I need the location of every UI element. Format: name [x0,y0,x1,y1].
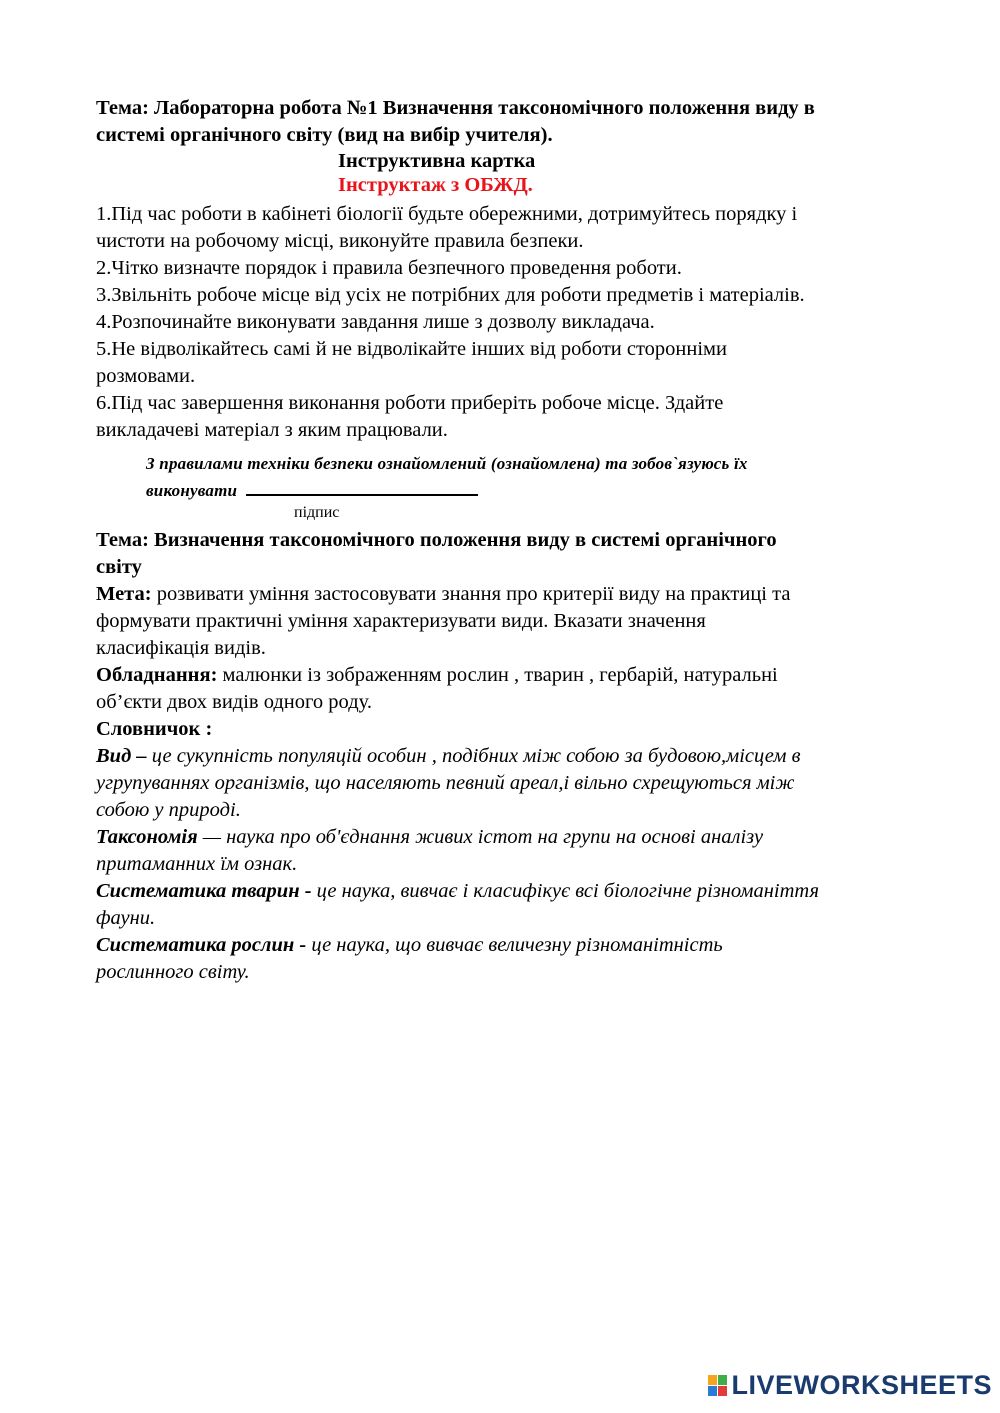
rule-line: чистоти на робочому місці, виконуйте правила безпеки. [96,230,584,252]
rule-line: викладачеві матеріал з яким працювали. [96,419,448,441]
oath-line1: З правилами техніки безпеки ознайомлений (ознайомлена) та зобов`язуюсь їх [146,454,748,473]
safety-oath [146,452,928,503]
card-title: Інструктивна картка [338,150,536,172]
goal-line2: формувати практичні уміння характеризувати види. Вказати значення [96,610,706,632]
lab-title-line1: Тема: Лабораторна робота №1 Визначення таксономічного положення виду в [96,97,815,119]
goal-line3: класифікація видів. [96,637,266,659]
gloss-sysr-term: Систематика рослин - [96,934,307,956]
gloss-tax-term: Таксономія [96,826,198,848]
goal-line1 [96,581,928,608]
equipment-line1 [96,662,928,689]
topic-line2: світу [96,556,142,578]
gloss-vid-line2: угрупуваннях організмів, що населяють певний ареал,і вільно схрещуються між [96,772,795,794]
safety-rules [96,201,928,444]
lesson-section [96,527,928,986]
signature-line[interactable] [246,476,478,496]
gloss-vid-line1 [96,743,928,770]
lab-title-line2: системі органічного світу (вид на вибір учителя). [96,124,553,146]
rule-line: 6.Під час завершення виконання роботи приберіть робоче місце. Здайте [96,392,724,414]
liveworksheets-logo[interactable] [708,1370,992,1401]
equipment-label: Обладнання: [96,664,218,686]
equipment-text: малюнки із зображенням рослин , тварин , гербарій, натуральні [217,664,778,686]
rule-line: 5.Не відволікайтесь самі й не відволікайте інших від роботи сторонніми [96,338,728,360]
goal-text: розвивати уміння застосовувати знання про критерії виду на практиці та [151,583,791,605]
topic-line1 [96,527,928,554]
rule-line: 1.Під час роботи в кабінеті біології будьте обережними, дотримуйтесь порядку і [96,203,798,225]
gloss-vid-term: Вид – [96,745,147,767]
rule-line: розмовами. [96,365,196,387]
glossary-label: Словничок : [96,718,213,740]
gloss-sysz-text: це наука, вивчає і класифікує всі біологічне різноманіття [311,880,819,902]
brand-name: LIVEWORKSHEETS [731,1370,992,1400]
gloss-sysz-line1 [96,878,928,905]
signature-label: підпис [294,504,340,521]
gloss-sysz-line2: фауни. [96,907,156,929]
oath-line2-wrap [146,476,928,503]
gloss-tax-line1 [96,824,928,851]
safety-title: Інструктаж з ОБЖД. [338,174,533,196]
equipment-line2: об’єкти двох видів одного роду. [96,691,372,713]
logo-mark-icon [708,1375,727,1396]
gloss-sysr-text: це наука, що вивчає величезну різноманітність [306,934,723,956]
gloss-tax-text: — наука про об'єднання живих істот на групи на основі аналізу [197,826,764,848]
rule-line: 4.Розпочинайте виконувати завдання лише з дозволу викладача. [96,311,655,333]
goal-label: Мета: [96,583,152,605]
topic-text: Визначення таксономічного положення виду в системі органічного [148,529,777,551]
gloss-vid-line3: собою у природі. [96,799,241,821]
oath-line2: виконувати [146,481,238,500]
rule-line: 2.Чітко визначте порядок і правила безпечного проведення роботи. [96,257,682,279]
gloss-vid-text: це сукупність популяцій особин , подібних між собою за будовою,місцем в [146,745,801,767]
gloss-sysr-line2: рослинного світу. [96,961,250,983]
rule-line: 3.Звільніть робоче місце від усіх не потрібних для роботи предметів і матеріалів. [96,284,805,306]
topic-label: Тема: [96,529,149,551]
gloss-tax-line2: притаманних їм ознак. [96,853,298,875]
gloss-sysr-line1 [96,932,928,959]
worksheet-page [96,95,928,986]
gloss-sysz-term: Систематика тварин - [96,880,312,902]
